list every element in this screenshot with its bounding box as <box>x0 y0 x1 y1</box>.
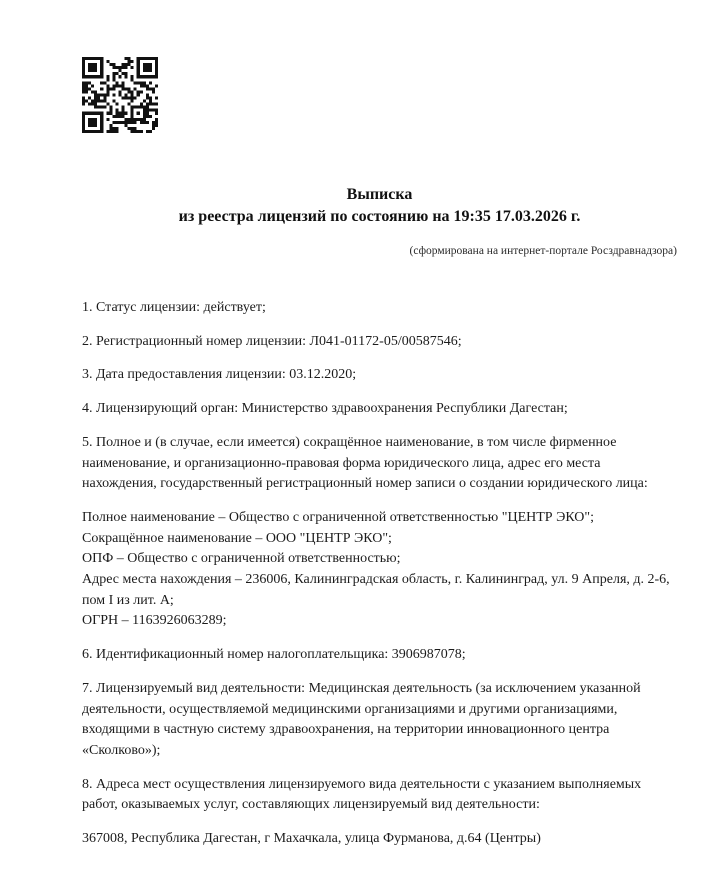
document-body <box>82 298 677 850</box>
paragraph-licensing-authority: 4. Лицензирующий орган: Министерство здравоохранения Республики Дагестан; <box>82 401 568 417</box>
paragraph-taxpayer-number: 6. Идентификационный номер налогоплательщика: 3906987078; <box>82 647 466 663</box>
org-ogrn: ОГРН – 1163926063289; <box>82 613 227 629</box>
paragraph-registration-number: 2. Регистрационный номер лицензии: Л041-01172-05/00587546; <box>82 333 462 349</box>
org-short-name: Сокращённое наименование – ООО "ЦЕНТР ЭКО"; <box>82 530 392 546</box>
document-content <box>82 0 677 863</box>
paragraph-grant-date: 3. Дата предоставления лицензии: 03.12.2020; <box>82 367 357 383</box>
title-line-2: из реестра лицензий по состоянию на 19:35 17.03.2026 г. <box>178 208 581 225</box>
org-legal-form: ОПФ – Общество с ограниченной ответственностью; <box>82 551 401 567</box>
org-address: Адрес места нахождения – 236006, Калининградская область, г. Калининград, ул. 9 Апреля, д. 2-6, пом I из лит. А; <box>82 572 670 608</box>
paragraph-organization-intro: 5. Полное и (в случае, если имеется) сокращённое наименование, в том числе фирменное наименование, и организационно-правовая форма юридического лица, адрес его места нахождения, государственный регистрационный номер записи о создании юридического лица: <box>82 434 648 492</box>
paragraph-activity-address: 367008, Республика Дагестан, г Махачкала, улица Фурманова, д.64 (Центры) <box>82 831 541 847</box>
title-line-1: Выписка <box>346 186 413 203</box>
generated-note: (сформирована на интернет-портале Росздравнадзора) <box>409 245 677 257</box>
paragraph-activity-addresses-intro: 8. Адреса мест осуществления лицензируемого вида деятельности с указанием выполняемых работ, оказываемых услуг, составляющих лицензируемый вид деятельности: <box>82 776 642 813</box>
paragraph-licensed-activity: 7. Лицензируемый вид деятельности: Медицинская деятельность (за исключением указанной деятельности, осуществляемой медицинскими организациями и другими организациями, входящими в частную систему здравоохранения, на территории инновационного центра «Сколково»); <box>82 680 641 758</box>
document-title <box>82 0 677 228</box>
org-full-name: Полное наименование – Общество с ограниченной ответственностью "ЦЕНТР ЭКО"; <box>82 509 595 525</box>
paragraph-license-status: 1. Статус лицензии: действует; <box>82 300 266 315</box>
